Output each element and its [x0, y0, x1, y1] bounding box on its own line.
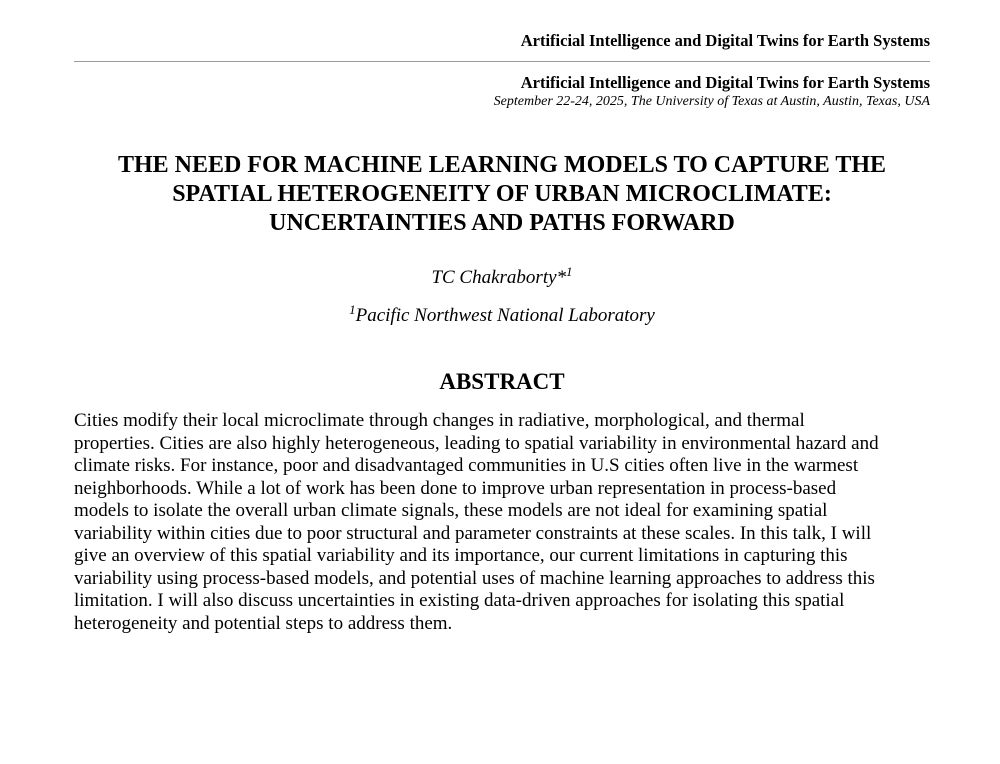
abstract-line: models to isolate the overall urban climate signals, these models are not ideal for examining spatial [74, 500, 828, 521]
venue-block [74, 73, 930, 111]
affiliation-name: Pacific Northwest National Laboratory [355, 305, 655, 326]
abstract-line: climate risks. For instance, poor and disadvantaged communities in U.S cities often live in the warmest [74, 455, 859, 476]
author-name: TC Chakraborty* [431, 267, 567, 288]
abstract-body [74, 410, 930, 635]
author-line [74, 266, 930, 290]
paper-title-line: UNCERTAINTIES AND PATHS FORWARD [269, 210, 735, 236]
affiliation-line [74, 304, 930, 328]
paper-title-line: THE NEED FOR MACHINE LEARNING MODELS TO CAPTURE THE [117, 152, 887, 178]
venue-date-location: September 22-24, 2025, The University of Texas at Austin, Austin, Texas, USA [493, 94, 930, 109]
paper-page [74, 0, 930, 635]
author-affiliation-mark: 1 [566, 264, 573, 279]
venue-title: Artificial Intelligence and Digital Twins for Earth Systems [520, 73, 930, 92]
abstract-line: properties. Cities are also highly heterogeneous, leading to spatial variability in environmental hazard and [74, 432, 879, 454]
header-divider [74, 61, 930, 62]
affiliation-mark: 1 [349, 302, 356, 317]
abstract-line: limitation. I will also discuss uncertainties in existing data-driven approaches for isolating this spatial [74, 590, 845, 611]
abstract-line: Cities modify their local microclimate through changes in radiative, morphological, and thermal [74, 410, 805, 431]
abstract-line: give an overview of this spatial variability and its importance, our current limitations in capturing this [74, 545, 848, 566]
abstract-line: neighborhoods. While a lot of work has been done to improve urban representation in process-based [74, 477, 837, 499]
abstract-heading: ABSTRACT [439, 369, 565, 394]
abstract-line: variability within cities due to poor structural and parameter constraints at these scales. In this talk, I will [74, 522, 872, 544]
abstract-line: heterogeneity and potential steps to address them. [74, 612, 453, 634]
paper-title [74, 151, 930, 238]
abstract-line: variability using process-based models, and potential uses of machine learning approaches to address this [74, 567, 875, 589]
paper-title-line: SPATIAL HETEROGENEITY OF URBAN MICROCLIMATE: [172, 181, 832, 207]
running-header: Artificial Intelligence and Digital Twins for Earth Systems [520, 31, 930, 50]
